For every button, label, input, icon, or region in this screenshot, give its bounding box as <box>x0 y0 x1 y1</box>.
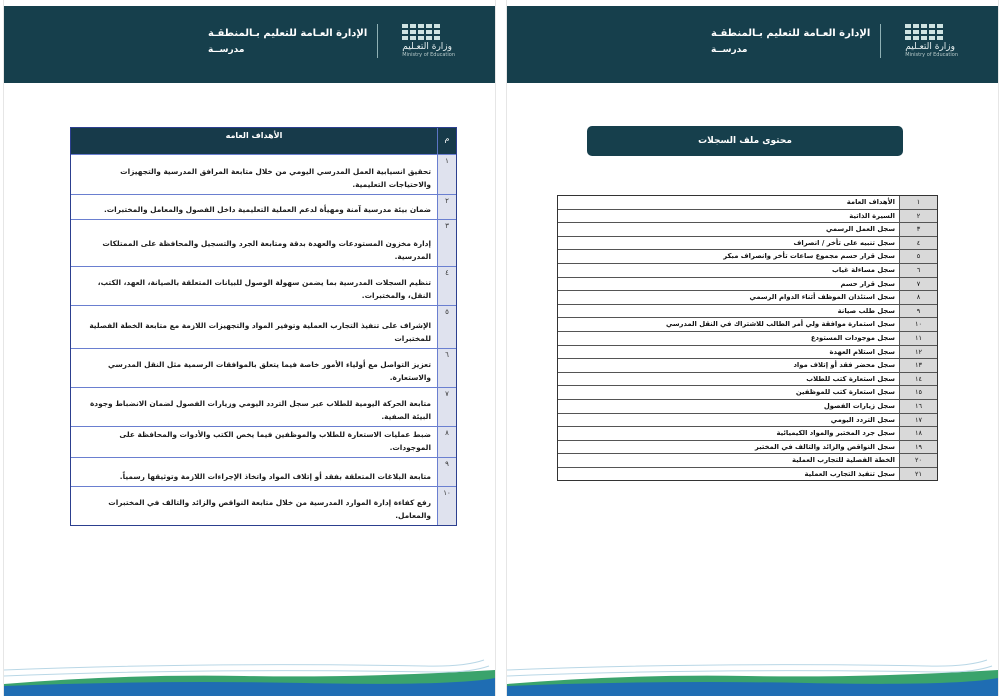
school-label: مدرســة <box>208 44 245 55</box>
header-divider <box>377 24 378 58</box>
ministry-logo <box>402 24 455 58</box>
table-row: ١٩ سجل النواقص والزائد والتالف في المختبر <box>558 441 937 455</box>
table-row: ١٤ سجل استعارة كتب للطلاب <box>558 373 937 387</box>
table-row: ٢١ سجل تنفيذ التجارب العملية <box>558 468 937 481</box>
header-divider <box>880 24 881 58</box>
page-gutter <box>495 0 505 696</box>
table-row: ١٨ سجل جرد المختبر والمواد الكيميائية <box>558 427 937 441</box>
table-row: ٤ سجل تنبيه على تأخر / انصراف <box>558 237 937 251</box>
table-row: ١٢ سجل استلام العهدة <box>558 346 937 360</box>
table-row: ٦ تعزيز التواصل مع أولياء الأمور خاصة فيما يتعلق بالموافقات الرسمية مثل النقل المدرسي والاستعارة. <box>71 348 456 387</box>
table-row: ٢٠ الخطة الفصلية للتجارب العملية <box>558 454 937 468</box>
goals-col-num: م <box>437 128 456 154</box>
page-header <box>4 6 495 83</box>
ministry-logo-icon <box>905 24 943 40</box>
table-row: ٤ تنظيم السجلات المدرسية بما يضمن سهولة الوصول للبيانات المتعلقة بالصيانة، العهد، الكتب، النقل، والمختبرات. <box>71 266 456 305</box>
table-row: ٣ إدارة مخزون المستودعات والعهدة بدقة ومتابعة الجرد والتسجيل والمحافظة على الممتلكات المدرسية. <box>71 219 456 266</box>
table-row: ١٠ رفع كفاءة إدارة الموارد المدرسية من خلال متابعة النواقص والزائد والتالف في المختبرات والمعامل. <box>71 486 456 525</box>
table-row: ١١ سجل موجودات المستودع <box>558 332 937 346</box>
goals-page <box>3 0 496 696</box>
table-row: ٧ سجل قرار حسم <box>558 278 937 292</box>
ministry-name-en: Ministry of Education <box>905 52 958 58</box>
table-row: ٩ متابعة البلاغات المتعلقة بفقد أو إتلاف المواد واتخاذ الإجراءات اللازمة وتوثيقها رسمياً. <box>71 457 456 486</box>
ministry-name-en: Ministry of Education <box>402 52 455 58</box>
table-row: ١٧ سجل التردد اليومي <box>558 414 937 428</box>
department-title: الإدارة العـامة للتعليم بـالمنطقـة <box>208 27 368 39</box>
page-footer-waves <box>4 656 495 696</box>
goals-table-header <box>71 128 456 154</box>
table-row: ٨ سجل استئذان الموظف أثناء الدوام الرسمي <box>558 291 937 305</box>
goals-table <box>70 127 457 526</box>
ministry-logo-icon <box>402 24 440 40</box>
ministry-name-ar: وزارة التعـليم <box>402 42 453 52</box>
table-row: ٥ سجل قرار حسم مجموع ساعات تأخر وانصراف مبكر <box>558 250 937 264</box>
table-row: ١٥ سجل استعارة كتب للموظفين <box>558 386 937 400</box>
records-title: محتوى ملف السجلات <box>587 126 903 156</box>
table-row: ٣ سجل العمل الرسمي <box>558 223 937 237</box>
table-row: ٢ السيرة الذاتية <box>558 210 937 224</box>
ministry-logo <box>905 24 958 58</box>
goals-col-title: الأهداف العامه <box>225 131 283 140</box>
table-row: ٨ ضبط عمليات الاستعارة للطلاب والموظفين فيما يخص الكتب والأدوات والمحافظة على الموجودات. <box>71 426 456 457</box>
table-row: ٩ سجل طلب صيانة <box>558 305 937 319</box>
school-label: مدرســة <box>711 44 748 55</box>
table-row: ١٠ سجل استمارة موافقة ولي أمر الطالب للاشتراك في النقل المدرسي <box>558 318 937 332</box>
table-row: ١ تحقيق انسيابية العمل المدرسي اليومي من خلال متابعة المرافق المدرسية والتجهيزات والاحتياجات التعليمية. <box>71 154 456 194</box>
table-row: ١٣ سجل محضر فقد أو إتلاف مواد <box>558 359 937 373</box>
department-title: الإدارة العـامة للتعليم بـالمنطقـة <box>711 27 871 39</box>
table-row: ٦ سجل مساءلة غياب <box>558 264 937 278</box>
records-table <box>557 195 938 481</box>
table-row: ٥ الإشراف على تنفيذ التجارب العملية وتوفير المواد والتجهيزات اللازمة مع متابعة الخطة الفصلية للمختبرات <box>71 305 456 348</box>
ministry-name-ar: وزارة التعـليم <box>905 42 956 52</box>
page-footer-waves <box>507 656 998 696</box>
records-page <box>506 0 999 696</box>
table-row: ٢ ضمان بيئة مدرسية آمنة ومهيأة لدعم العملية التعليمية داخل الفصول والمعامل والمختبرات. <box>71 194 456 219</box>
page-header <box>507 6 998 83</box>
table-row: ٧ متابعة الحركة اليومية للطلاب عبر سجل التردد اليومي وزيارات الفصول لضمان الانضباط وجودة البيئة الصفية. <box>71 387 456 426</box>
table-row: ١ الأهداف العامة <box>558 196 937 210</box>
table-row: ١٦ سجل زيارات الفصول <box>558 400 937 414</box>
